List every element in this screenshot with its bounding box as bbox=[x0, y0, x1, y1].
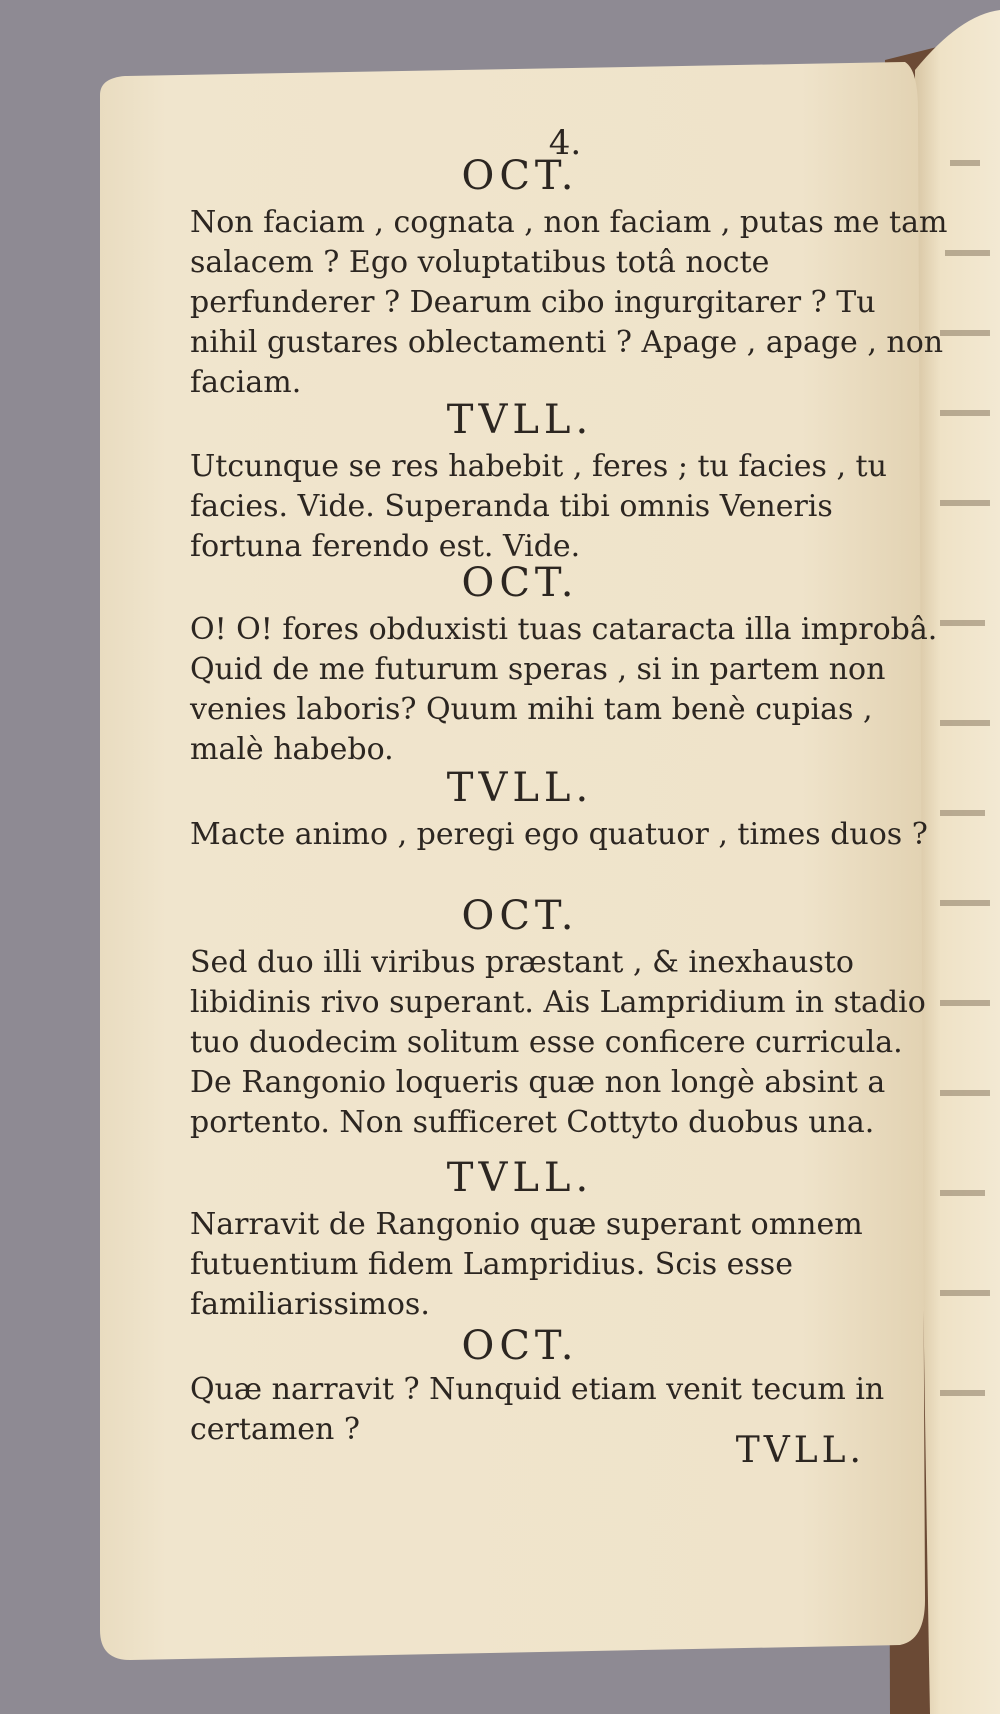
page-number: 4. bbox=[548, 123, 582, 163]
speaker-heading: OCT. bbox=[461, 1323, 579, 1369]
speech-paragraph: Narravit de Rangonio quæ superant omnem futuentium fidem Lampridius. Scis esse familiarissimos. bbox=[190, 1207, 863, 1322]
speaker-heading: TVLL. bbox=[446, 397, 594, 443]
speech-paragraph: Quæ narravit ? Nunquid etiam venit tecum in certamen ? bbox=[190, 1372, 885, 1447]
speaker-heading: TVLL. bbox=[446, 765, 594, 811]
speech-paragraph: Utcunque se res habebit , feres ; tu facies , tu facies. Vide. Superanda tibi omnis Veneris fortuna ferendo est. Vide. bbox=[190, 449, 887, 564]
speech-paragraph: Non faciam , cognata , non faciam , putas me tam salacem ? Ego voluptatibus totâ nocte perfunderer ? Dearum cibo ingurgitarer ? Tu nihil gustares oblectamenti ? Apage , apage , non faciam. bbox=[190, 205, 948, 400]
speech-paragraph: O! O! fores obduxisti tuas cataracta illa improbâ. Quid de me futurum speras , si in partem non venies laboris? Quum mihi tam benè cupias , malè habebo. bbox=[190, 612, 938, 767]
catchword: TVLL. bbox=[735, 1430, 865, 1471]
speaker-heading: TVLL. bbox=[446, 1155, 594, 1201]
speech-paragraph: Sed duo illi viribus præstant , & inexhausto libidinis rivo superant. Ais Lampridium in stadio tuo duodecim solitum esse conficere curricula. De Rangonio loqueris quæ non longè absint a portento. Non sufficeret Cottyto duobus una. bbox=[190, 945, 926, 1140]
speaker-heading: OCT. bbox=[461, 893, 579, 939]
speech-paragraph: Macte animo , peregi ego quatuor , times duos ? bbox=[190, 817, 928, 852]
speaker-heading: OCT. bbox=[461, 153, 579, 199]
speaker-heading: OCT. bbox=[461, 560, 579, 606]
book-page bbox=[95, 75, 948, 1660]
